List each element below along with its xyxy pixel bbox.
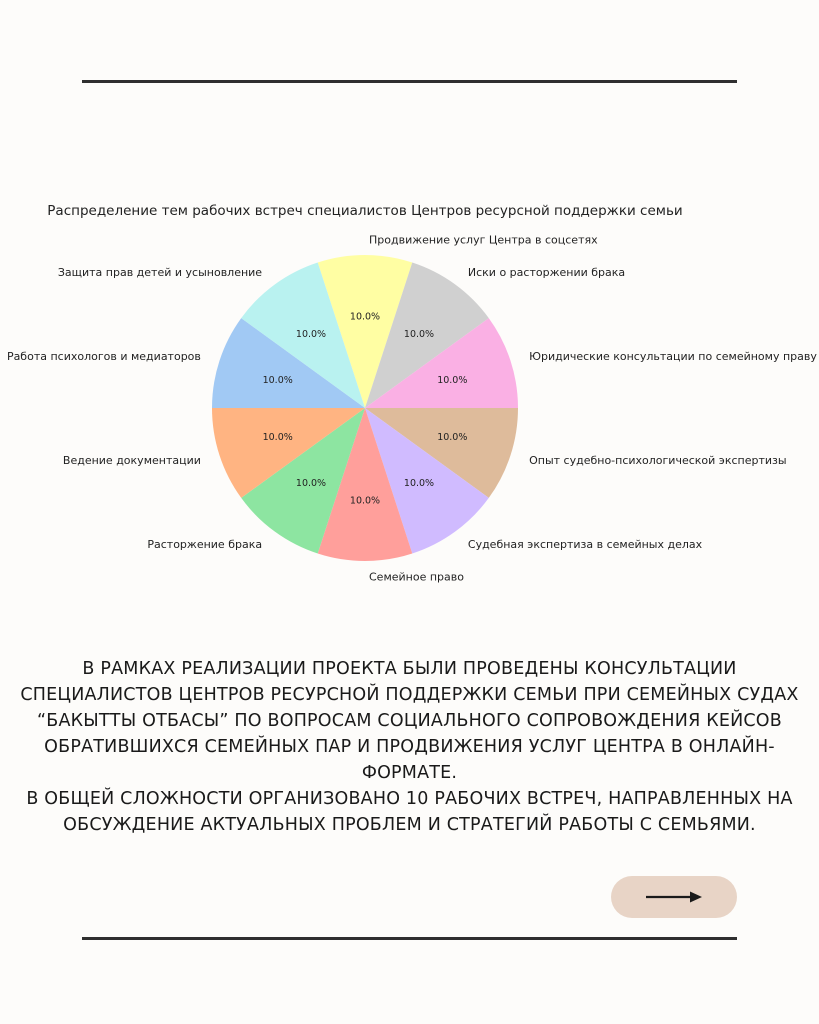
description-paragraph-1: В РАМКАХ РЕАЛИЗАЦИИ ПРОЕКТА БЫЛИ ПРОВЕДЕНЫ КОНСУЛЬТАЦИИ СПЕЦИАЛИСТОВ ЦЕНТРОВ РЕСУРСНОЙ ПОДДЕРЖКИ СЕМЬИ ПРИ СЕМЕЙНЫХ СУДАХ “БАКЫТТЫ ОТБАСЫ” ПО ВОПРОСАМ СОЦИАЛЬНОГО СОПРОВОЖДЕНИЯ КЕЙСОВ ОБРАТИВШИХСЯ СЕМЕЙНЫХ ПАР И ПРОДВИЖЕНИЯ УСЛУГ ЦЕНТРА В ОНЛАЙН-ФОРМАТЕ. <box>20 659 799 783</box>
bottom-divider <box>82 937 737 940</box>
slice-value-label: 10.0% <box>262 375 293 387</box>
slice-value-label: 10.0% <box>437 375 468 387</box>
slice-category-label: Расторжение брака <box>147 538 263 552</box>
slice-value-label: 10.0% <box>437 431 468 443</box>
slice-value-label: 10.0% <box>349 495 381 507</box>
slice-category-label: Судебная экспертиза в семейных делах <box>467 538 703 552</box>
slice-category-label: Иски о расторжении брака <box>467 265 626 279</box>
top-divider <box>82 80 737 83</box>
slice-category-label: Семейное право <box>369 570 464 584</box>
slice-category-label: Юридические консультации по семейному праву <box>529 350 817 363</box>
slice-category-label: Ведение документации <box>62 454 201 467</box>
slice-value-label: 10.0% <box>295 477 327 489</box>
slice-category-label: Защита прав детей и усыновление <box>57 265 263 279</box>
slice-value-label: 10.0% <box>295 329 327 341</box>
slice-category-label: Продвижение услуг Центра в соцсетях <box>369 233 598 247</box>
slice-value-label: 10.0% <box>349 311 381 323</box>
slice-category-label: Опыт судебно-психологической экспертизы <box>529 454 787 467</box>
slice-value-label: 10.0% <box>262 431 293 443</box>
slice-category-label: Работа психологов и медиаторов <box>6 350 201 363</box>
arrow-right-icon <box>644 890 704 904</box>
description-text <box>20 656 799 838</box>
next-button[interactable] <box>611 876 737 918</box>
chart-title: Распределение тем рабочих встреч специалистов Центров ресурсной поддержки семьи <box>47 203 683 219</box>
slice-value-label: 10.0% <box>403 477 435 489</box>
description-paragraph-2: В ОБЩЕЙ СЛОЖНОСТИ ОРГАНИЗОВАНО 10 РАБОЧИХ ВСТРЕЧ, НАПРАВЛЕННЫХ НА ОБСУЖДЕНИЕ АКТУАЛЬНЫХ ПРОБЛЕМ И СТРАТЕГИЙ РАБОТЫ С СЕМЬЯМИ. <box>26 789 793 835</box>
slice-value-label: 10.0% <box>403 329 435 341</box>
pie-chart <box>0 190 819 600</box>
